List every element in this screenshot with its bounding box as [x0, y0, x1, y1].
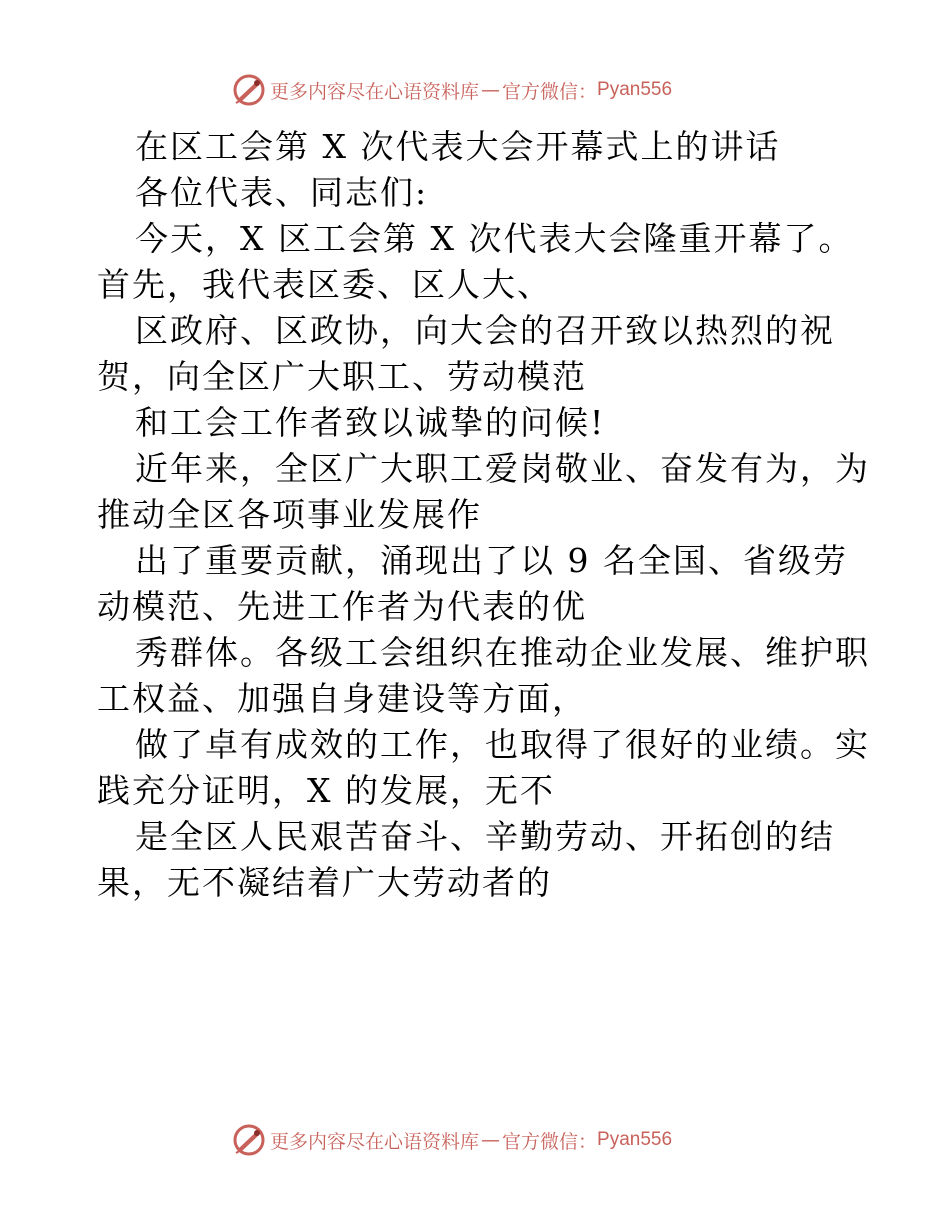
- text-line: 各位代表、同志们:: [135, 173, 429, 212]
- banner-wechat-id: Pyan556: [597, 79, 673, 100]
- pen-logo-icon: [232, 1123, 266, 1157]
- banner-label: 官方微信：: [502, 80, 598, 103]
- text-line: 是全区人民艰苦奋斗、辛勤劳动、开拓创的结: [135, 817, 835, 856]
- header-banner: [232, 70, 752, 110]
- text-line: 今天，X 区工会第 X 次代表大会隆重开幕了。: [135, 219, 854, 258]
- text-line: 动模范、先进工作者为代表的优: [97, 587, 587, 626]
- text-line: 近年来，全区广大职工爱岗敬业、奋发有为，为: [135, 449, 870, 488]
- banner-separator: —: [481, 79, 501, 101]
- text-line: 践充分证明，X 的发展，无不: [97, 771, 555, 810]
- text-line: 果，无不凝结着广大劳动者的: [97, 863, 552, 902]
- text-line: 出了重要贡献，涌现出了以 9 名全国、省级劳: [135, 541, 848, 580]
- banner-text: 更多内容尽在心语资料库: [270, 1130, 480, 1153]
- banner-wechat-id: Pyan556: [597, 1129, 673, 1150]
- banner-separator: —: [481, 1129, 501, 1151]
- pen-logo-icon: [232, 73, 266, 107]
- text-line: 工权益、加强自身建设等方面，: [97, 679, 587, 718]
- text-line: 秀群体。各级工会组织在推动企业发展、维护职: [135, 633, 870, 672]
- text-line: 在区工会第 X 次代表大会开幕式上的讲话: [135, 127, 781, 166]
- text-line: 和工会工作者致以诚挚的问候!: [135, 403, 606, 442]
- text-line: 推动全区各项事业发展作: [97, 495, 482, 534]
- text-line: 首先，我代表区委、区人大、: [97, 265, 552, 304]
- text-line: 做了卓有成效的工作，也取得了很好的业绩。实: [135, 725, 870, 764]
- text-line: 贺，向全区广大职工、劳动模范: [97, 357, 587, 396]
- footer-banner: [232, 1120, 752, 1160]
- banner-text: 更多内容尽在心语资料库: [270, 80, 480, 103]
- speech-body: [97, 124, 870, 906]
- text-line: 区政府、区政协，向大会的召开致以热烈的祝: [135, 311, 835, 350]
- banner-label: 官方微信：: [502, 1130, 598, 1153]
